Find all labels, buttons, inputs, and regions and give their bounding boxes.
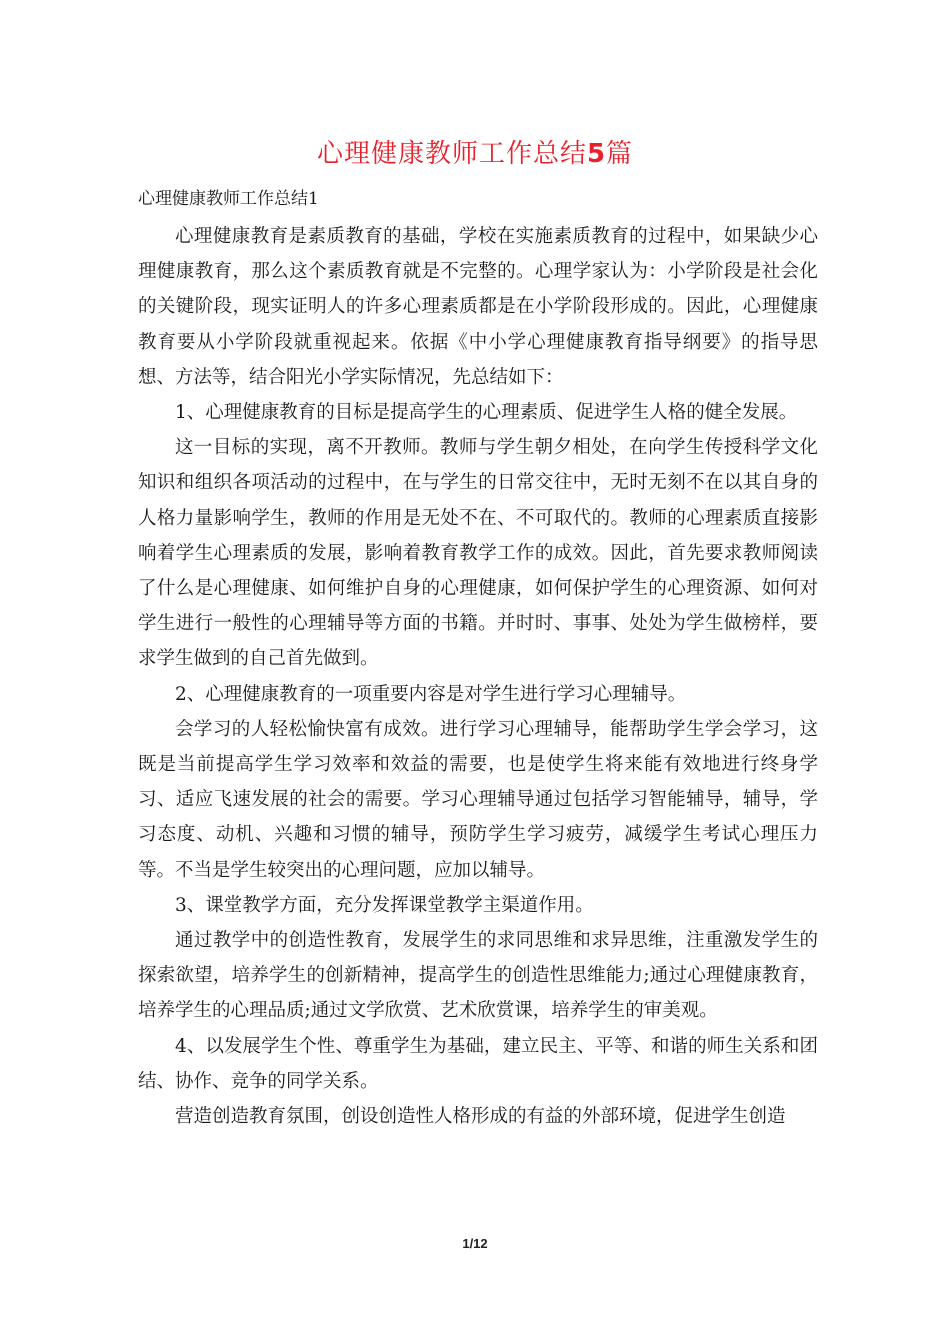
paragraph-point-4-detail: 营造创造教育氛围，创设创造性人格形成的有益的外部环境，促进学生创造 (175, 1106, 786, 1128)
section-heading: 心理健康教师工作总结1 (138, 189, 319, 209)
paragraph-point-4: 4、以发展学生个性、尊重学生为基础，建立民主、平等、和谐的师生关系和团结、协作、竞争的同学关系。 (138, 1035, 818, 1092)
document-title-number: 5 (586, 139, 607, 169)
paragraph-point-1: 1、心理健康教育的目标是提高学生的心理素质、促进学生人格的健全发展。 (175, 402, 798, 424)
paragraph-intro: 心理健康教育是素质教育的基础，学校在实施素质教育的过程中，如果缺少心理健康教育，那么这个素质教育就是不完整的。心理学家认为：小学阶段是社会化的关键阶段，现实证明人的许多心理素质都是在小学阶段形成的。因此，心理健康教育要从小学阶段就重视起来。依据《中小学心理健康教育指导纲要》的指导思想、方法等，结合阳光小学实际情况，先总结如下： (138, 226, 818, 388)
paragraph-point-3-detail: 通过教学中的创造性教育，发展学生的求同思维和求异思维，注重激发学生的探索欲望，培养学生的创新精神，提高学生的创造性思维能力;通过心理健康教育，培养学生的心理品质;通过文学欣赏、艺术欣赏课，培养学生的审美观。 (138, 930, 818, 1022)
paragraph-point-1-detail: 这一目标的实现，离不开教师。教师与学生朝夕相处，在向学生传授科学文化知识和组织各项活动的过程中，在与学生的日常交往中，无时无刻不在以其自身的人格力量影响学生，教师的作用是无处不在、不可取代的。教师的心理素质直接影响着学生心理素质的发展，影响着教育教学工作的成效。因此，首先要求教师阅读了什么是心理健康、如何维护自身的心理健康，如何保护学生的心理资源、如何对学生进行一般性的心理辅导等方面的书籍。并时时、事事、处处为学生做榜样，要求学生做到的自己首先做到。 (138, 437, 818, 670)
document-title (0, 134, 950, 174)
page-number: 1/12 (462, 1236, 488, 1251)
paragraph-point-2-detail: 会学习的人轻松愉快富有成效。进行学习心理辅导，能帮助学生学会学习，这既是当前提高学生学习效率和效益的需要，也是使学生将来能有效地进行终身学习、适应飞速发展的社会的需要。学习心理辅导通过包括学习智能辅导，辅导，学习态度、动机、兴趣和习惯的辅导，预防学生学习疲劳，减缓学生考试心理压力等。不当是学生较突出的心理问题，应加以辅导。 (138, 718, 818, 881)
paragraph-point-3: 3、课堂教学方面，充分发挥课堂教学主渠道作用。 (175, 894, 594, 916)
paragraph-point-2: 2、心理健康教育的一项重要内容是对学生进行学习心理辅导。 (175, 683, 687, 705)
document-body (138, 184, 818, 1134)
document-title-main: 心理健康教师工作总结 (316, 139, 587, 169)
document-title-suffix: 篇 (606, 139, 634, 169)
